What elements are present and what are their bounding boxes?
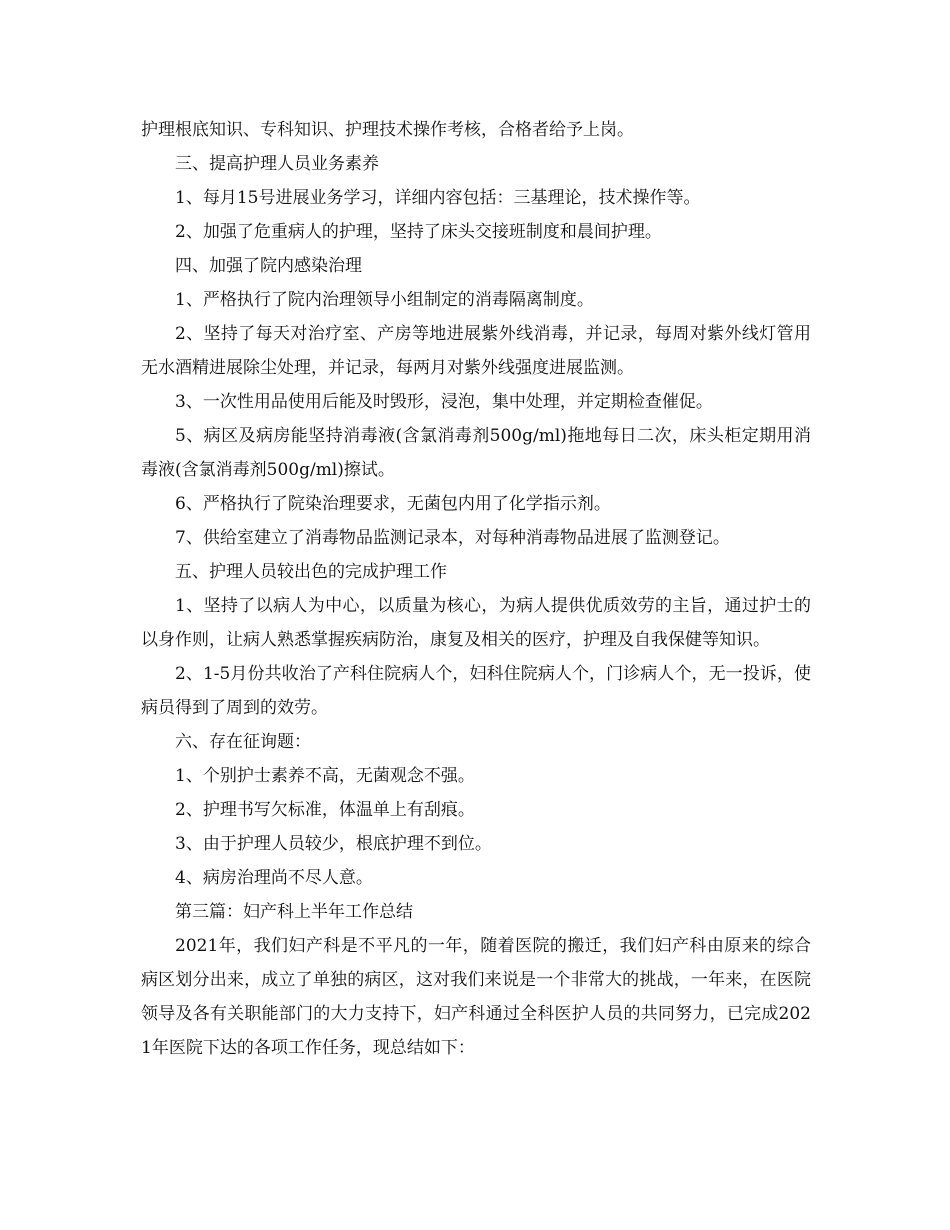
paragraph-continuation: 护理根底知识、专科知识、护理技术操作考核，合格者给予上岗。: [141, 120, 634, 140]
paragraph: 2021年，我们妇产科是不平凡的一年，随着医院的搬迁，我们妇产科由原来的综合病区划分出来，成立了单独的病区，这对我们来说是一个非常大的挑战，一年来，在医院领导及各有关职能部门的大力支持下，妇产科通过全科医护人员的共同努力，已完成2021年医院下达的各项工作任务，现总结如下：: [141, 936, 811, 1058]
paragraph: 1、坚持了以病人为中心，以质量为核心，为病人提供优质效劳的主旨，通过护士的以身作则，让病人熟悉掌握疾病防治，康复及相关的医疗，护理及自我保健等知识。: [141, 596, 811, 650]
document-body: [141, 113, 811, 1065]
section-heading-3: 三、提高护理人员业务素养: [175, 154, 379, 174]
paragraph: 1、每月15号进展业务学习，详细内容包括：三基理论，技术操作等。: [175, 188, 701, 208]
paragraph: 2、坚持了每天对治疗室、产房等地进展紫外线消毒，并记录，每周对紫外线灯管用无水酒精进展除尘处理，并记录，每两月对紫外线强度进展监测。: [141, 324, 811, 378]
paragraph: 2、加强了危重病人的护理，坚持了床头交接班制度和晨间护理。: [175, 222, 662, 242]
section-heading-4: 四、加强了院内感染治理: [175, 256, 362, 276]
section-heading-5: 五、护理人员较出色的完成护理工作: [175, 562, 447, 582]
article-title: 第三篇：妇产科上半年工作总结: [175, 902, 413, 922]
paragraph: 3、由于护理人员较少，根底护理不到位。: [175, 834, 492, 854]
paragraph: 1、严格执行了院内治理领导小组制定的消毒隔离制度。: [175, 290, 594, 310]
paragraph: 6、严格执行了院染治理要求，无菌包内用了化学指示剂。: [175, 494, 611, 514]
paragraph: 3、一次性用品使用后能及时毁形，浸泡，集中处理，并定期检查催促。: [175, 392, 713, 412]
paragraph: 2、1-5月份共收治了产科住院病人个，妇科住院病人个，门诊病人个，无一投诉，使病员得到了周到的效劳。: [141, 664, 811, 718]
paragraph: 2、护理书写欠标准，体温单上有刮痕。: [175, 800, 475, 820]
section-heading-6: 六、存在征询题：: [175, 732, 311, 752]
paragraph: 5、病区及病房能坚持消毒液(含氯消毒剂500g/ml)拖地每日二次，床头柜定期用消毒液(含氯消毒剂500g/ml)擦试。: [141, 426, 811, 480]
paragraph: 7、供给室建立了消毒物品监测记录本，对每种消毒物品进展了监测登记。: [175, 528, 730, 548]
paragraph: 4、病房治理尚不尽人意。: [175, 868, 373, 888]
paragraph: 1、个别护士素养不高，无菌观念不强。: [175, 766, 475, 786]
